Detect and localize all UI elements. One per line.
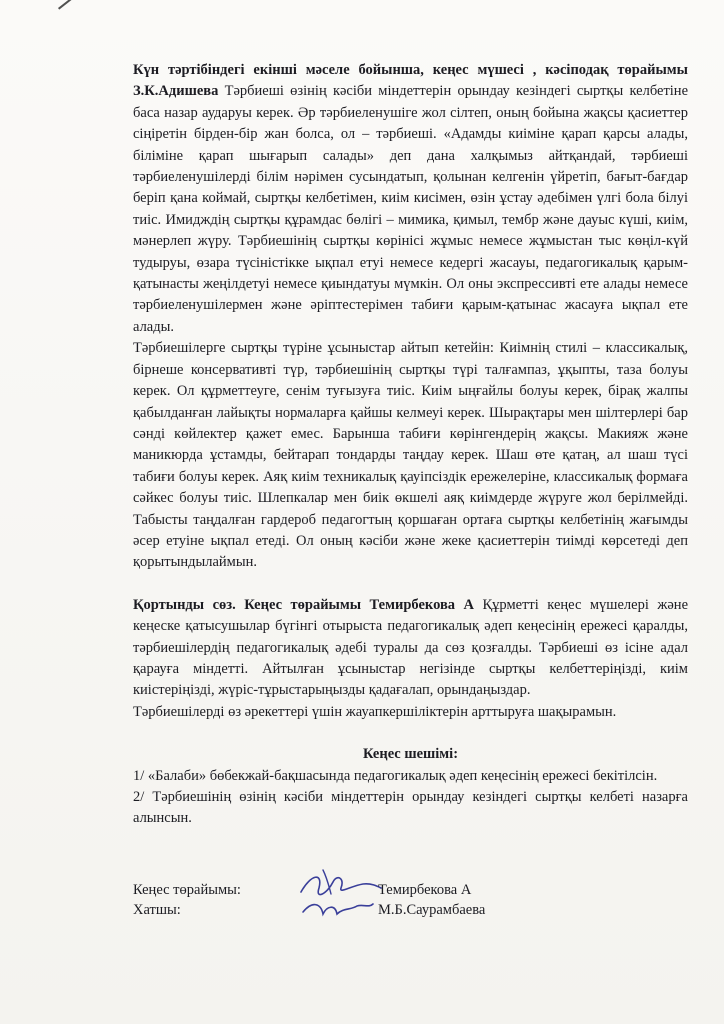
document-body: [133, 60, 688, 830]
paragraph-recommendations: Тәрбиешілерге сыртқы түріне ұсыныстар айтып кетейін: Киімнің стилі – классикалық, бірнеше консервативті түр, тәрбиешінің сыртқы түрі талғампаз, ұқыпты, таза болуы керек. Ол құрметтеуге, сенім туғызуға тиіс. Киім ыңғайлы болуы керек, бірақ жалпы қабылданған лайықты нормаларға қайшы келмеуі керек. Шырақтары мен шілтерлері бар сәнді көйлектер қажет емес. Барынша табиғи көрінгендерің жақсы. Макияж және маникюрда ұстамды, бейтарап тондарды таңдау керек. Шаш өте қатаң, ал шаш түсі табиғи болуы керек. Аяқ киім техникалық қауіпсіздік ережелеріне, классикалық формаға сәйкес болуы тиіс. Шлепкалар мен биік өкшелі аяқ киімдерде жүруге жол берілмейді. Табысты таңдалған гардероб педагогтың қоршаған ортаға сыртқы келбетінің жағымды әсер етуіне ықпал етеді. Ол оның кәсіби және жеке қасиеттерін тиімді көрсетеді деп қорытындылаймын.: [133, 340, 688, 571]
signature-role: Кеңес төрайымы:: [133, 882, 241, 898]
signature-block: [133, 880, 688, 920]
paragraph-agenda-item-2: [133, 60, 688, 338]
scan-fold-mark: [58, 0, 114, 10]
paragraph-conclusion: [133, 595, 688, 702]
signature-name: Темирбекова А: [378, 882, 472, 898]
speaker-lead: Күн тәртібіндегі екінші мәселе бойынша, кеңес мүшесі , кәсіподақ төрайымы З.К.Адишева: [133, 62, 688, 100]
decision-item-2: 2/ Тәрбиешінің өзінің кәсіби міндеттерін орындау кезіндегі сыртқы келбеті назарға алынсын.: [133, 789, 688, 827]
conclusion-lead: Қортынды сөз. Кеңес төрайымы Темирбекова А: [133, 596, 475, 613]
signature-row-secretary: [133, 900, 688, 920]
paragraph-text: Тәрбиеші өзінің кәсіби міндеттерін орындау кезіндегі сыртқы келбетіне баса назар аударуы керек. Әр тәрбиеленушіге жол сілтеп, оның бойына жақсы қасиеттер сіңіретін бірден-бір жан болса, ол – тәрбиеші. «Адамды киіміне қарап қарсы алады, біліміне қарап шығарып салады» деп дана халқымыз айтқандай, тәрбиеші тәрбиеленушілерді білім нәрімен сусындатып, қолынан келгенін үйретіп, бағыт-бағдар беріп қана коймай, сыртқы келбетімен, киім кисімен, өзін ұстау әдебімен үлгі бола білуі тиіс. Имидждің сыртқы құрамдас бөлігі – мимика, қимыл, тембр және дауыс күші, киім, мәнерлеп жүру. Тәрбиешінің сыртқы көрінісі жұмыс немесе жұмыстан тыс көңіл-күй тудыруы, өзара түсіністікке ықпал етуі немесе кедергі жасауы, педагогикалық қарым-қатынасты жеңілдетуі немесе қиындатуы мүмкін. Ол оны экспрессивті ете алады немесе тәрбиеленушілермен және әріптестерімен табиғи қарым-қатынас жасауға ықпал ете алады.: [133, 83, 689, 335]
conclusion-text: Құрметті кеңес мүшелері және кеңеске қатысушылар бүгінгі отырыста педагогикалық әдеп кеңесінің ережесі қаралды, тәрбиешілердің педагогикалық әдебі туралы да сөз қозғалды. Тәрбиеші өз ісіне адал қарауға міндетті. Айтылған ұсыныстар негізінде сыртқы келбеттеріңізді, киім киістеріңізді, жүріс-тұрыстарыңызды қадағалап, орындаңыздар.: [133, 596, 688, 699]
decision-item-1: 1/ «Балаби» бөбекжай-бақшасында педагогикалық әдеп кеңесінің ережесі бекітілсін.: [133, 767, 658, 784]
signature-row-chair: [133, 880, 688, 900]
signature-name: М.Б.Саурамбаева: [378, 902, 486, 918]
decision-heading: Кеңес шешімі:: [362, 746, 459, 763]
signature-role: Хатшы:: [133, 902, 181, 918]
paragraph-closing: Тәрбиешілерді өз әрекеттері үшін жауапкершіліктерін арттыруға шақырамын.: [133, 703, 617, 720]
